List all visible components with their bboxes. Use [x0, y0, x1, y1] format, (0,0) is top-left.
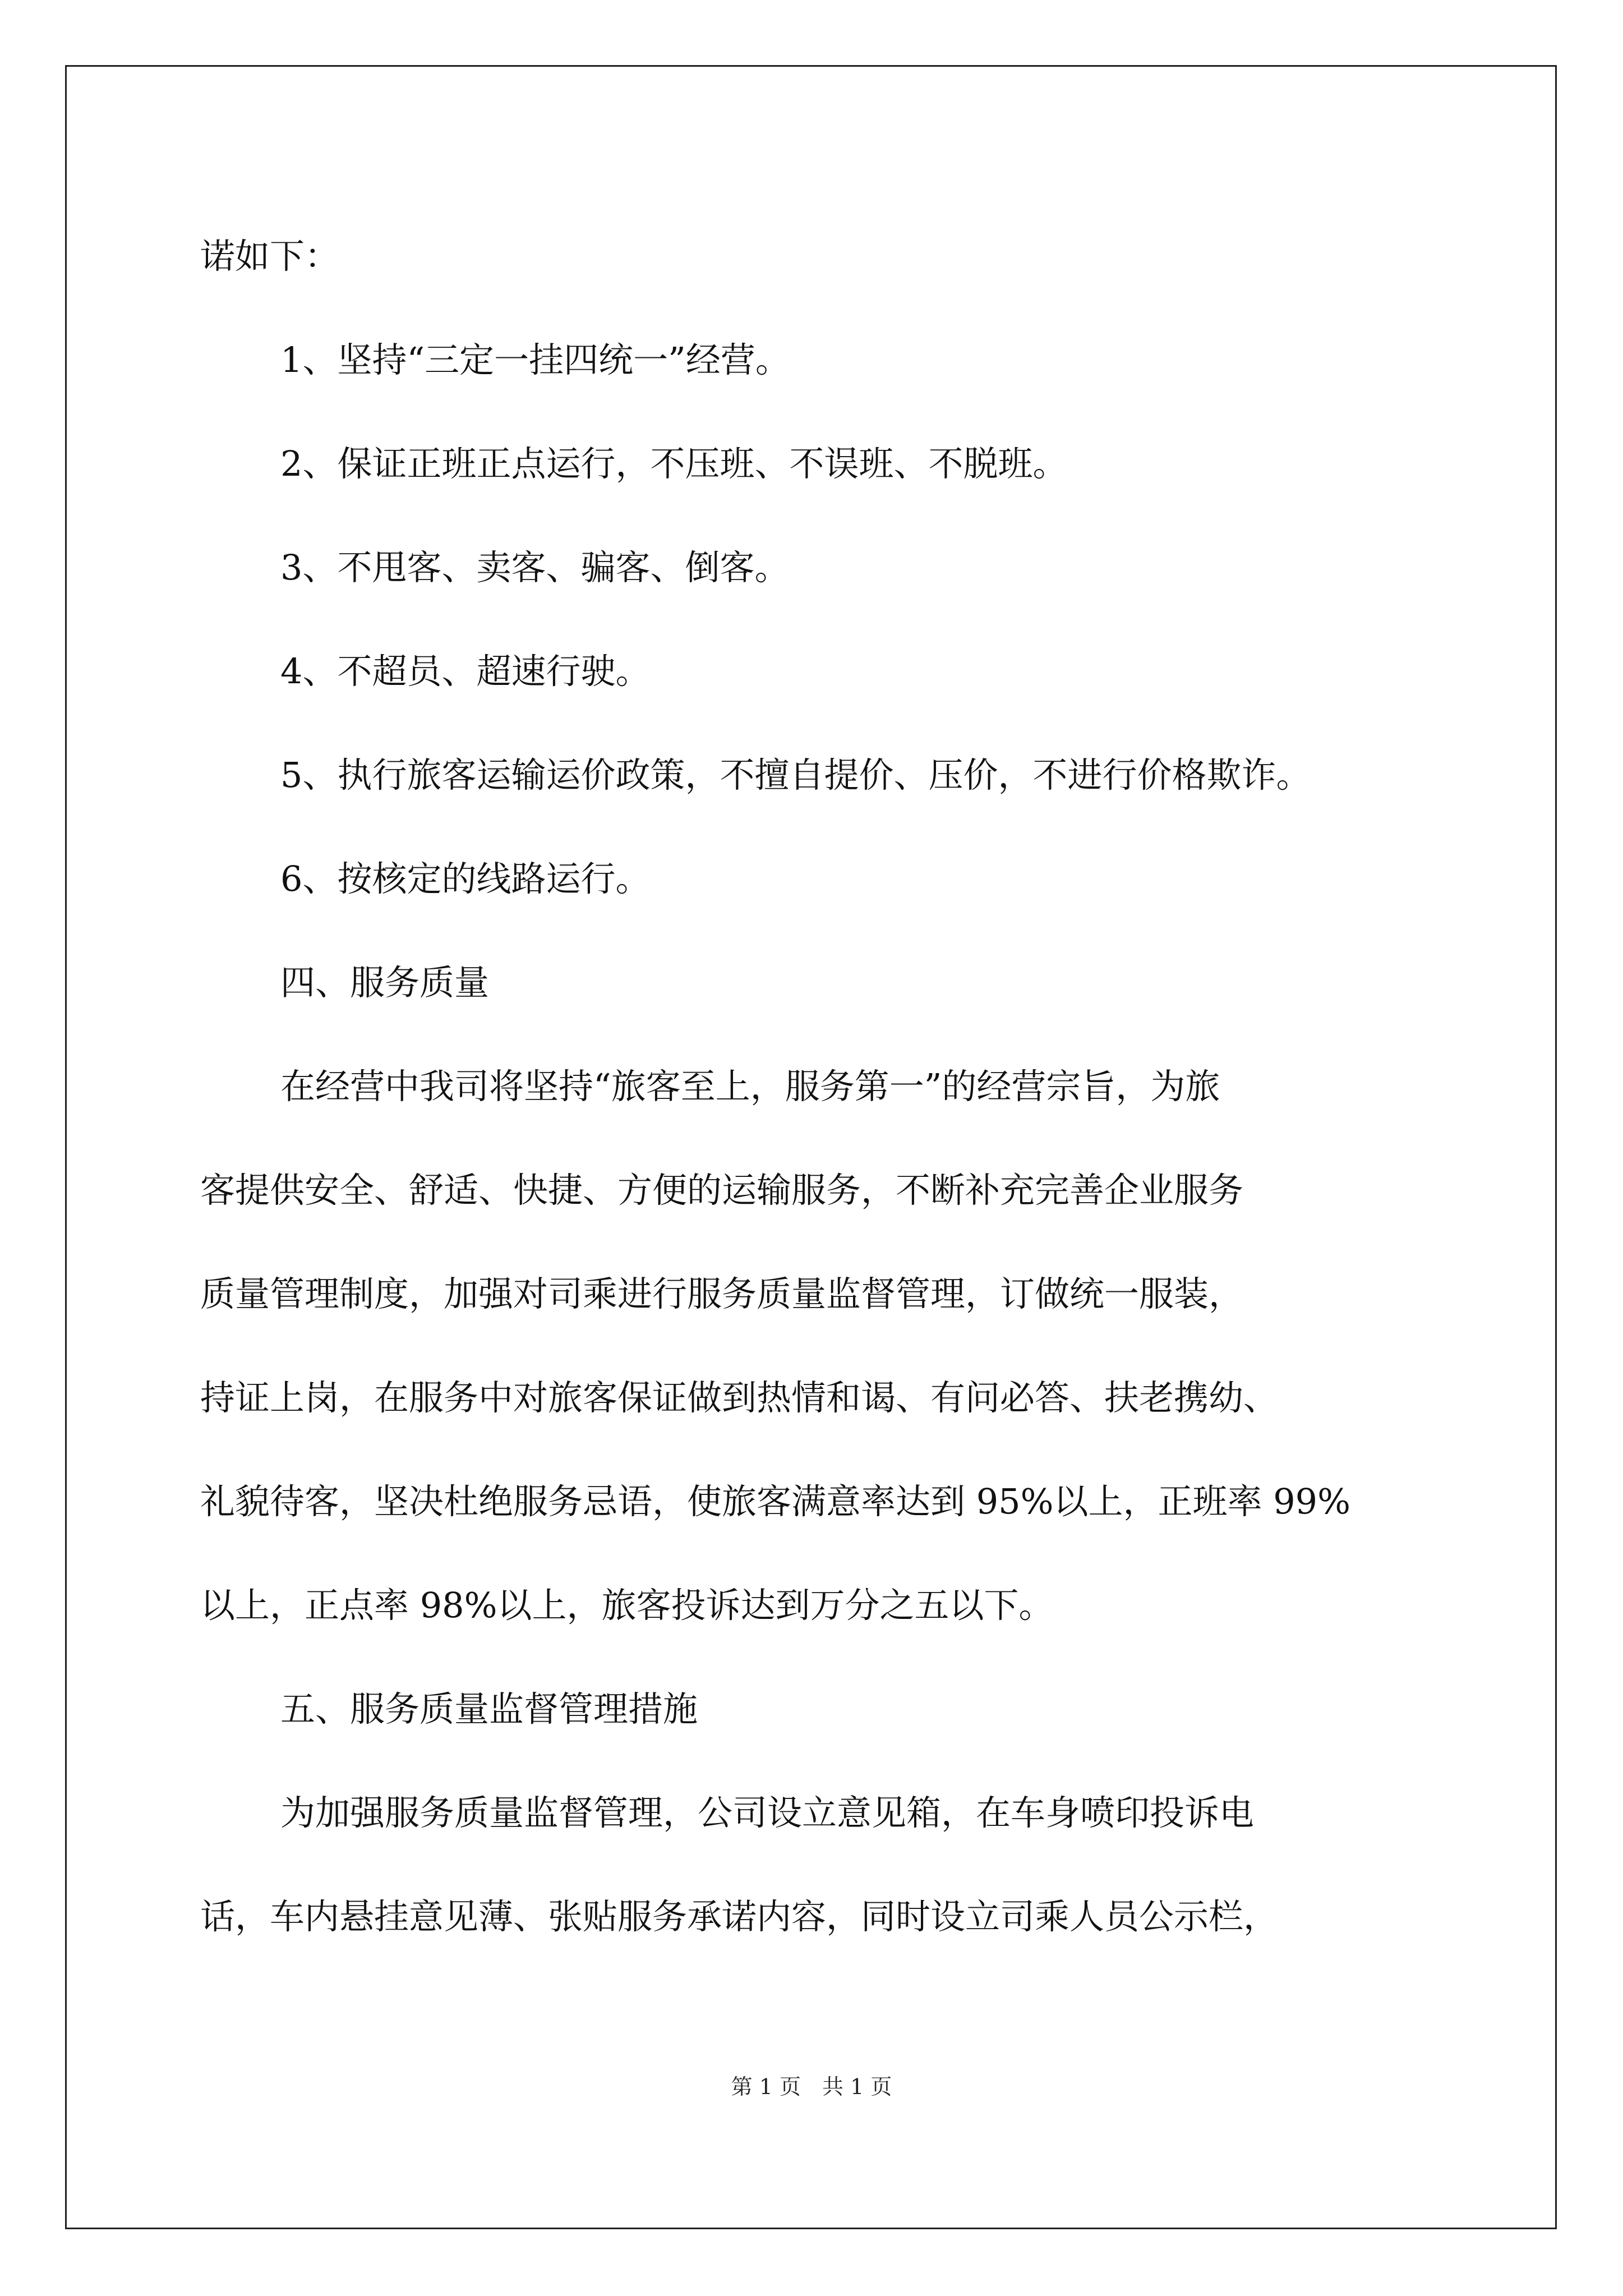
text-line: 5、执行旅客运输运价政策，不擅自提价、压价，不进行价格欺诈。 — [280, 754, 1311, 795]
text-line: 礼貌待客，坚决杜绝服务忌语，使旅客满意率达到 95%以上，正班率 99% — [200, 1481, 1351, 1522]
text-line: 为加强服务质量监督管理，公司设立意见箱，在车身喷印投诉电 — [280, 1792, 1255, 1833]
text-line: 诺如下： — [200, 236, 340, 277]
text-line: 1、坚持“三定一挂四统一”经营。 — [280, 339, 790, 380]
text-line: 质量管理制度，加强对司乘进行服务质量监督管理，订做统一服装， — [200, 1273, 1244, 1314]
text-line: 以上，正点率 98%以上，旅客投诉达到万分之五以下。 — [200, 1585, 1054, 1626]
text-line: 6、按核定的线路运行。 — [280, 858, 651, 899]
page-footer: 第 1 页 共 1 页 — [731, 2074, 892, 2099]
text-line: 在经营中我司将坚持“旅客至上，服务第一”的经营宗旨，为旅 — [280, 1066, 1220, 1107]
text-line: 4、不超员、超速行驶。 — [280, 651, 651, 692]
text-line: 3、不甩客、卖客、骗客、倒客。 — [280, 547, 790, 588]
text-line: 持证上岗，在服务中对旅客保证做到热情和谒、有问必答、扶老携幼、 — [200, 1377, 1279, 1418]
section-heading: 五、服务质量监督管理措施 — [280, 1688, 698, 1729]
text-line: 话，车内悬挂意见薄、张贴服务承诺内容，同时设立司乘人员公示栏， — [200, 1896, 1279, 1937]
section-heading: 四、服务质量 — [280, 962, 490, 1003]
text-line: 客提供安全、舒适、快捷、方便的运输服务，不断补充完善企业服务 — [200, 1170, 1244, 1211]
text-line: 2、保证正班正点运行，不压班、不误班、不脱班。 — [280, 443, 1068, 484]
